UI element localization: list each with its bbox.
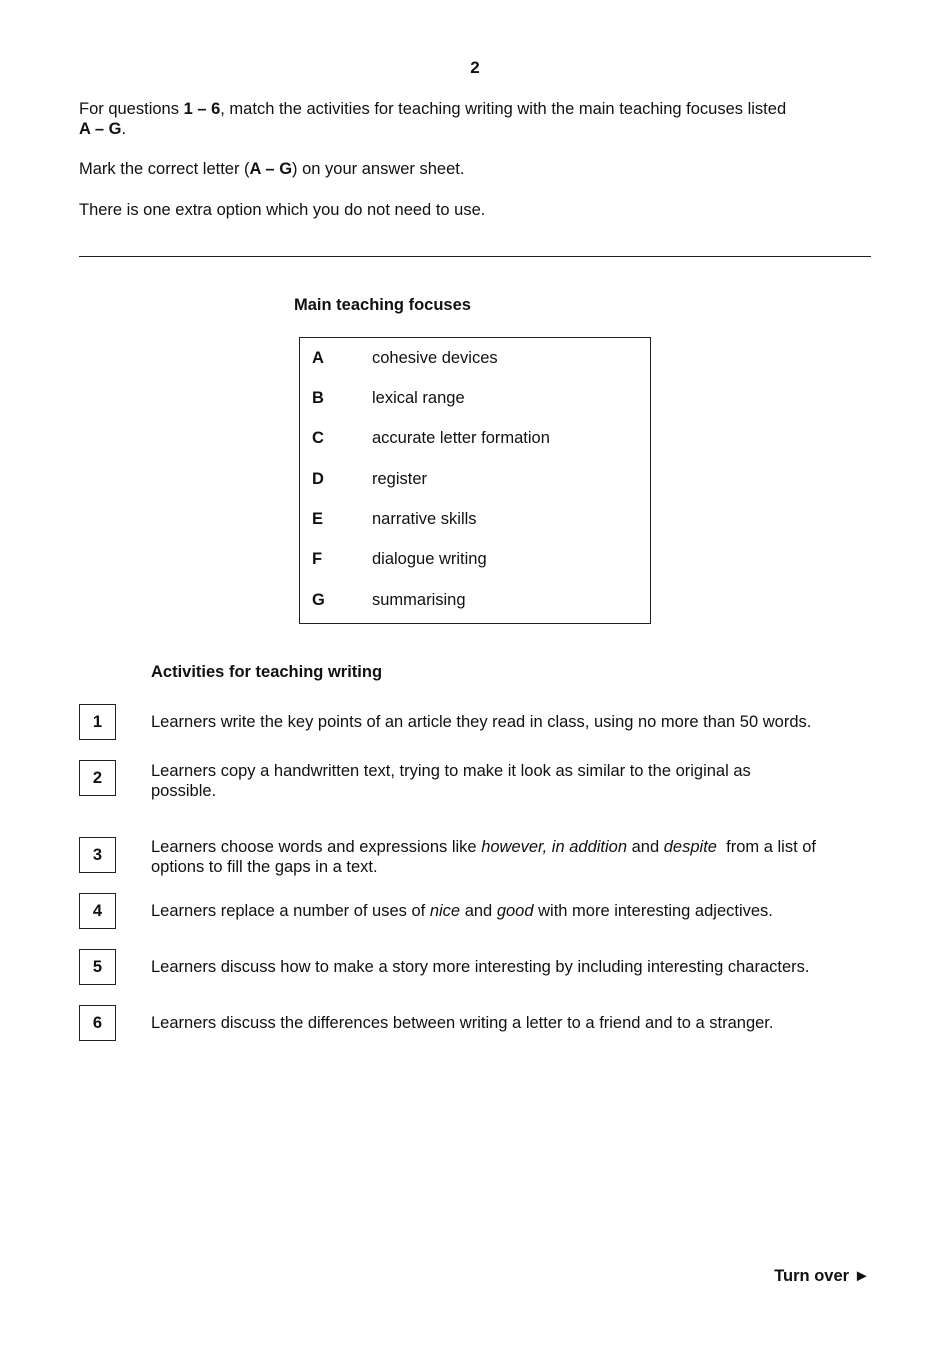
page-number: 2 (470, 58, 480, 77)
activity-example-words: nice (429, 902, 461, 920)
instruction-text: . (121, 120, 127, 138)
activity-text-part: and (460, 902, 497, 920)
activity-text-part: from a list of options to fill the gaps in a text. (151, 838, 821, 876)
activity-example-words: despite (663, 838, 717, 856)
activity-text (151, 901, 866, 921)
activities-heading: Activities for teaching writing (151, 663, 383, 681)
focus-letter: G (312, 591, 325, 609)
activity-text-part: with more interesting adjectives. (533, 902, 773, 920)
focus-option-g (300, 591, 650, 615)
focus-text: narrative skills (372, 510, 477, 528)
instruction-paragraph-1 (79, 99, 869, 139)
question-number-box: 6 (79, 1005, 116, 1041)
instruction-text: ) on your answer sheet. (292, 160, 465, 178)
focus-text: dialogue writing (372, 550, 487, 568)
focus-option-a (300, 349, 650, 373)
activity-example-words: however, in addition (481, 838, 628, 856)
activity-text (151, 837, 851, 877)
option-range: A – G (79, 120, 122, 138)
instruction-text: For questions (79, 100, 184, 118)
activity-text: Learners copy a handwritten text, trying to make it look as similar to the original as possible. (151, 762, 751, 800)
turn-over-text: Turn over (774, 1267, 850, 1285)
question-number-box: 5 (79, 949, 116, 985)
focus-letter: F (312, 550, 323, 568)
instruction-paragraph-3: There is one extra option which you do not need to use. (79, 201, 486, 219)
question-range: 1 – 6 (183, 100, 221, 118)
activity-example-words: good (496, 902, 534, 920)
focus-option-f (300, 550, 650, 574)
focuses-heading: Main teaching focuses (294, 296, 471, 314)
question-number-box: 2 (79, 760, 116, 796)
activity-text-part: Learners replace a number of uses of (151, 902, 430, 920)
focus-option-e (300, 510, 650, 534)
question-number-box: 4 (79, 893, 116, 929)
question-number-box: 1 (79, 704, 116, 740)
focus-letter: C (312, 429, 324, 447)
focus-text: cohesive devices (372, 349, 498, 367)
focus-text: summarising (372, 591, 466, 609)
focus-letter: B (312, 389, 324, 407)
instruction-text: Mark the correct letter ( (79, 160, 250, 178)
focus-option-d (300, 470, 650, 494)
activity-text: Learners discuss how to make a story more interesting by including interesting characters. (151, 958, 810, 976)
focus-letter: D (312, 470, 324, 488)
focus-text: lexical range (372, 389, 465, 407)
option-range: A – G (249, 160, 293, 178)
question-number-box: 3 (79, 837, 116, 873)
focuses-box (299, 337, 651, 624)
instruction-text: , match the activities for teaching writing with the main teaching focuses listed (220, 100, 787, 118)
activity-text: Learners write the key points of an article they read in class, using no more than 50 words. (151, 713, 812, 731)
instruction-paragraph-2 (79, 159, 869, 179)
focus-text: register (372, 470, 428, 488)
focus-option-c (300, 429, 650, 453)
focus-text: accurate letter formation (372, 429, 550, 447)
turn-over-arrow-icon: ► (853, 1267, 870, 1285)
focus-letter: A (312, 349, 324, 367)
activity-text-part: Learners choose words and expressions like (151, 838, 482, 856)
turn-over-label (774, 1267, 870, 1286)
focus-letter: E (312, 510, 324, 528)
focus-option-b (300, 389, 650, 413)
activity-text-part: and (627, 838, 664, 856)
activity-text: Learners discuss the differences between writing a letter to a friend and to a stranger. (151, 1014, 774, 1032)
divider (79, 256, 871, 257)
